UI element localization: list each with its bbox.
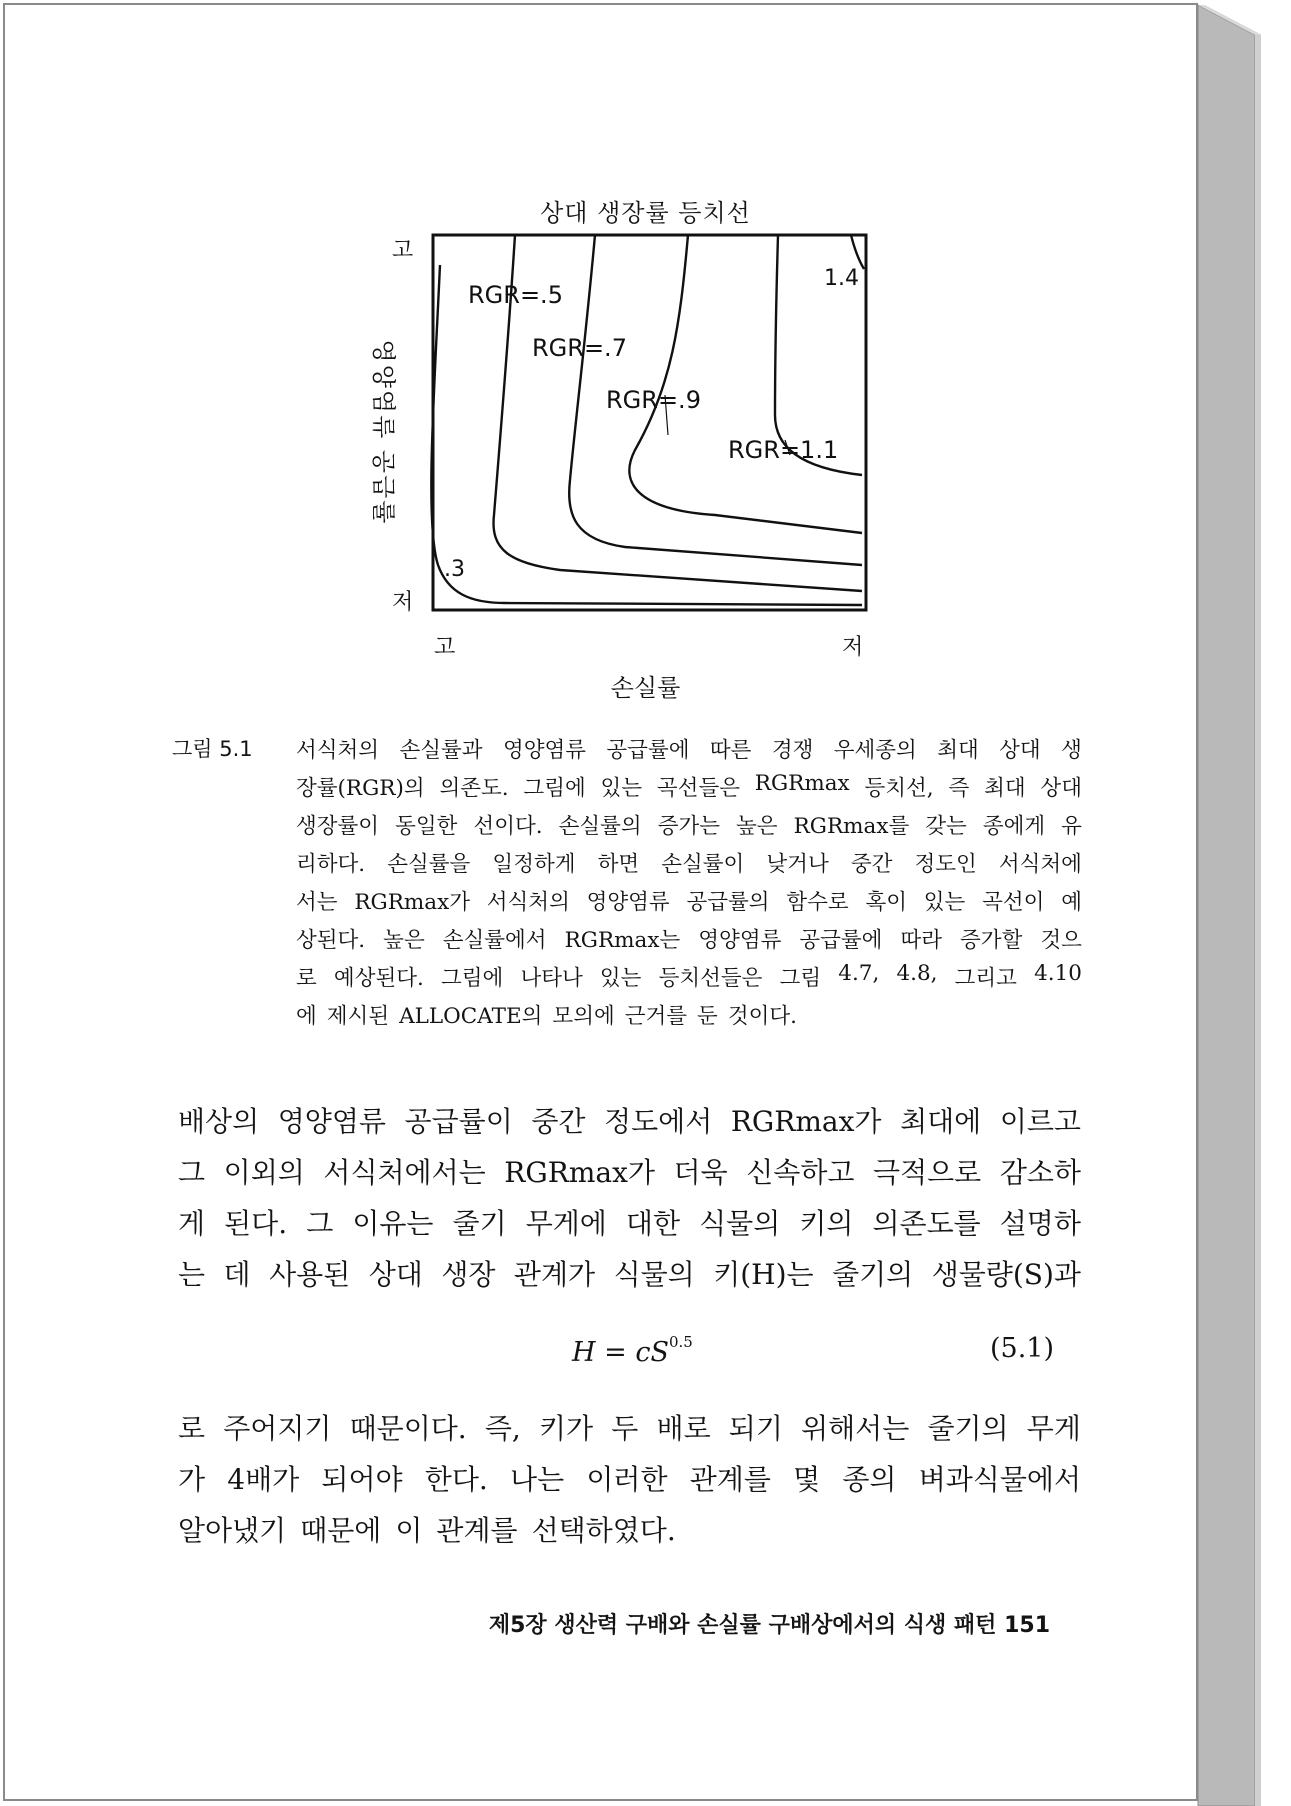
isocline-0.3 bbox=[431, 265, 862, 605]
caption-line: 에 제시된 ALLOCATE의 모의에 근거를 둔 것이다. bbox=[296, 1004, 797, 1029]
x-tick-right: 저 bbox=[842, 635, 864, 660]
body-line: 는 데 사용된 상대 생장 관계가 식물의 키(H)는 줄기의 생물량(S)과 bbox=[178, 1258, 1081, 1291]
caption-line: 리하다. 손실률을 일정하게 하면 손실률이 낮거나 중간 정도인 서식처에 bbox=[296, 852, 1082, 877]
x-axis-title: 손실률 bbox=[610, 674, 681, 702]
body-line: 배상의 영양염류 공급률이 중간 정도에서 RGRmax가 최대에 이르고 bbox=[178, 1105, 1081, 1138]
isocline-1.4 bbox=[851, 235, 864, 269]
caption-line: 상된다. 높은 손실률에서 RGRmax는 영양염류 공급률에 따라 증가할 것으 bbox=[296, 928, 1082, 953]
equation-5-1 bbox=[572, 1333, 693, 1368]
caption-line: 서는 RGRmax가 서식처의 영양염류 공급률의 함수로 혹이 있는 곡선이 예 bbox=[296, 890, 1082, 915]
equation-lhs: H = cS bbox=[572, 1337, 669, 1368]
isocline-label-1.4: 1.4 bbox=[824, 266, 859, 291]
caption-line: 로 예상된다. 그림에 나타나 있는 등치선들은 그림 4.7, 4.8, 그리고 4.10 bbox=[296, 961, 1082, 991]
equation-number: (5.1) bbox=[990, 1333, 1055, 1364]
body-line: 그 이외의 서식처에서는 RGRmax가 더욱 신속하고 극적으로 감소하 bbox=[178, 1156, 1081, 1189]
body-line: 알아냈기 때문에 이 관계를 선택하였다. bbox=[178, 1514, 676, 1547]
y-axis-title: 영양염류 공급률 bbox=[369, 339, 398, 526]
isocline-label-0.5: RGR=.5 bbox=[468, 281, 563, 309]
isocline-label-1.1: RGR=1.1 bbox=[728, 436, 839, 464]
caption-line: 서식처의 손실률과 영양염류 공급률에 따른 경쟁 우세종의 최대 상대 생 bbox=[296, 738, 1082, 763]
body-line: 가 4배가 되어야 한다. 나는 이러한 관계를 몇 종의 벼과식물에서 bbox=[178, 1463, 1081, 1496]
caption-line: 생장률이 동일한 선이다. 손실률의 증가는 높은 RGRmax를 갖는 종에게 유 bbox=[296, 814, 1082, 839]
y-tick-low: 저 bbox=[392, 590, 414, 615]
isocline-label-0.9: RGR=.9 bbox=[606, 386, 701, 414]
figure-title: 상대 생장률 등치선 bbox=[540, 199, 751, 227]
body-line: 게 된다. 그 이유는 줄기 무게에 대한 식물의 키의 의존도를 설명하 bbox=[178, 1207, 1081, 1240]
y-tick-high: 고 bbox=[392, 238, 414, 263]
caption-line: 장률(RGR)의 의존도. 그림에 있는 곡선들은 RGRmax 등치선, 즉 최대 상대 bbox=[296, 771, 1082, 801]
isocline-label-0.3: .3 bbox=[444, 557, 465, 582]
equation-exponent: 0.5 bbox=[668, 1333, 693, 1351]
caption-label: 그림 5.1 bbox=[172, 737, 253, 761]
isocline-plot bbox=[390, 225, 870, 625]
body-line: 로 주어지기 때문이다. 즉, 키가 두 배로 되기 위해서는 줄기의 무게 bbox=[178, 1412, 1081, 1445]
isocline-label-0.7: RGR=.7 bbox=[532, 334, 627, 362]
running-footer: 제5장 생산력 구배와 손실률 구배상에서의 식생 패턴 151 bbox=[488, 1613, 1050, 1638]
x-tick-left: 고 bbox=[434, 635, 456, 660]
